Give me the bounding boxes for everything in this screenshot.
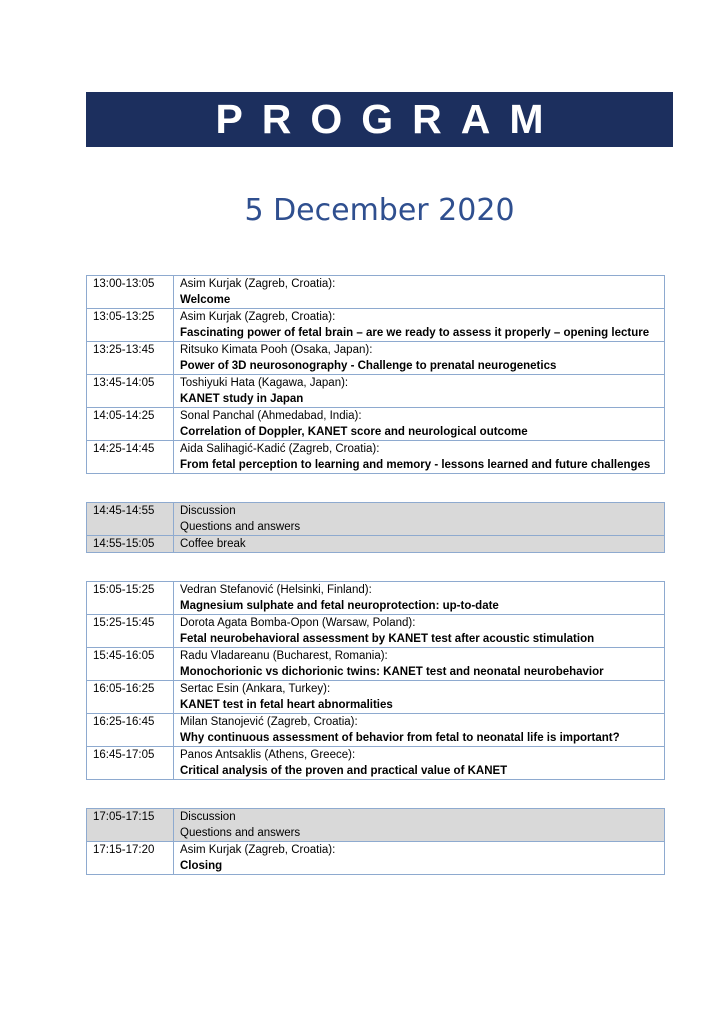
schedule-row bbox=[87, 408, 665, 441]
schedule-block-4 bbox=[86, 808, 665, 875]
talk-title: KANET test in fetal heart abnormalities bbox=[180, 699, 393, 711]
speaker: Sonal Panchal (Ahmedabad, India): bbox=[180, 410, 362, 422]
schedule-row bbox=[87, 309, 665, 342]
session-cell bbox=[174, 342, 665, 375]
program-banner bbox=[86, 92, 673, 147]
session-cell bbox=[174, 648, 665, 681]
speaker: Toshiyuki Hata (Kagawa, Japan): bbox=[180, 377, 349, 389]
speaker: Radu Vladareanu (Bucharest, Romania): bbox=[180, 650, 388, 662]
schedule-block-3 bbox=[86, 581, 665, 780]
talk-title: Why continuous assessment of behavior from fetal to neonatal life is important? bbox=[180, 732, 620, 744]
schedule-row bbox=[87, 714, 665, 747]
schedule-row bbox=[87, 375, 665, 408]
session-cell bbox=[174, 747, 665, 780]
time-cell: 13:05-13:25 bbox=[87, 309, 174, 342]
session-cell bbox=[174, 842, 665, 875]
session-cell bbox=[174, 615, 665, 648]
schedule-row bbox=[87, 441, 665, 474]
time-cell: 14:25-14:45 bbox=[87, 441, 174, 474]
speaker: Aida Salihagić-Kadić (Zagreb, Croatia): bbox=[180, 443, 380, 455]
schedule-row bbox=[87, 536, 665, 553]
schedule-row bbox=[87, 842, 665, 875]
talk-title: Magnesium sulphate and fetal neuroprotection: up-to-date bbox=[180, 600, 499, 612]
session-cell bbox=[174, 375, 665, 408]
schedule-block-2 bbox=[86, 502, 665, 553]
time-cell: 17:15-17:20 bbox=[87, 842, 174, 875]
schedule-row bbox=[87, 276, 665, 309]
break-label: Coffee break bbox=[180, 538, 246, 550]
speaker: Panos Antsaklis (Athens, Greece): bbox=[180, 749, 356, 761]
session-cell bbox=[174, 714, 665, 747]
talk-title: Welcome bbox=[180, 294, 231, 306]
time-cell: 13:45-14:05 bbox=[87, 375, 174, 408]
talk-title: Correlation of Doppler, KANET score and neurological outcome bbox=[180, 426, 528, 438]
speaker: Milan Stanojević (Zagreb, Croatia): bbox=[180, 716, 358, 728]
session-cell bbox=[174, 536, 665, 553]
schedule-block-1 bbox=[86, 275, 665, 474]
break-sublabel: Questions and answers bbox=[180, 521, 301, 533]
break-sublabel: Questions and answers bbox=[180, 827, 301, 839]
speaker: Vedran Stefanović (Helsinki, Finland): bbox=[180, 584, 372, 596]
time-cell: 17:05-17:15 bbox=[87, 809, 174, 842]
session-cell bbox=[174, 276, 665, 309]
schedule-row bbox=[87, 648, 665, 681]
talk-title: Fascinating power of fetal brain – are we ready to assess it properly – opening lecture bbox=[180, 327, 650, 339]
page-title: PROGRAM bbox=[215, 96, 563, 142]
schedule-row bbox=[87, 503, 665, 536]
time-cell: 13:25-13:45 bbox=[87, 342, 174, 375]
schedule-row bbox=[87, 342, 665, 375]
schedule-row bbox=[87, 747, 665, 780]
break-label: Discussion bbox=[180, 505, 236, 517]
time-cell: 16:25-16:45 bbox=[87, 714, 174, 747]
talk-title: Power of 3D neurosonography - Challenge to prenatal neurogenetics bbox=[180, 360, 557, 372]
schedule-row bbox=[87, 681, 665, 714]
talk-title: Fetal neurobehavioral assessment by KANET test after acoustic stimulation bbox=[180, 633, 595, 645]
session-cell bbox=[174, 408, 665, 441]
session-cell bbox=[174, 441, 665, 474]
speaker: Sertac Esin (Ankara, Turkey): bbox=[180, 683, 331, 695]
session-cell bbox=[174, 681, 665, 714]
time-cell: 16:45-17:05 bbox=[87, 747, 174, 780]
time-cell: 16:05-16:25 bbox=[87, 681, 174, 714]
talk-title: Monochorionic vs dichorionic twins: KANET test and neonatal neurobehavior bbox=[180, 666, 604, 678]
time-cell: 14:45-14:55 bbox=[87, 503, 174, 536]
session-cell bbox=[174, 503, 665, 536]
schedule-row bbox=[87, 582, 665, 615]
speaker: Asim Kurjak (Zagreb, Croatia): bbox=[180, 844, 336, 856]
time-cell: 13:00-13:05 bbox=[87, 276, 174, 309]
time-cell: 15:05-15:25 bbox=[87, 582, 174, 615]
talk-title: KANET study in Japan bbox=[180, 393, 304, 405]
time-cell: 15:25-15:45 bbox=[87, 615, 174, 648]
speaker: Ritsuko Kimata Pooh (Osaka, Japan): bbox=[180, 344, 373, 356]
talk-title: Closing bbox=[180, 860, 223, 872]
schedule-row bbox=[87, 615, 665, 648]
talk-title: From fetal perception to learning and memory - lessons learned and future challenges bbox=[180, 459, 651, 471]
speaker: Asim Kurjak (Zagreb, Croatia): bbox=[180, 311, 336, 323]
session-cell bbox=[174, 582, 665, 615]
break-label: Discussion bbox=[180, 811, 236, 823]
time-cell: 14:55-15:05 bbox=[87, 536, 174, 553]
speaker: Dorota Agata Bomba-Opon (Warsaw, Poland): bbox=[180, 617, 416, 629]
program-date: 5 December 2020 bbox=[244, 193, 515, 228]
speaker: Asim Kurjak (Zagreb, Croatia): bbox=[180, 278, 336, 290]
session-cell bbox=[174, 309, 665, 342]
session-cell bbox=[174, 809, 665, 842]
schedule-row bbox=[87, 809, 665, 842]
talk-title: Critical analysis of the proven and practical value of KANET bbox=[180, 765, 508, 777]
time-cell: 15:45-16:05 bbox=[87, 648, 174, 681]
time-cell: 14:05-14:25 bbox=[87, 408, 174, 441]
